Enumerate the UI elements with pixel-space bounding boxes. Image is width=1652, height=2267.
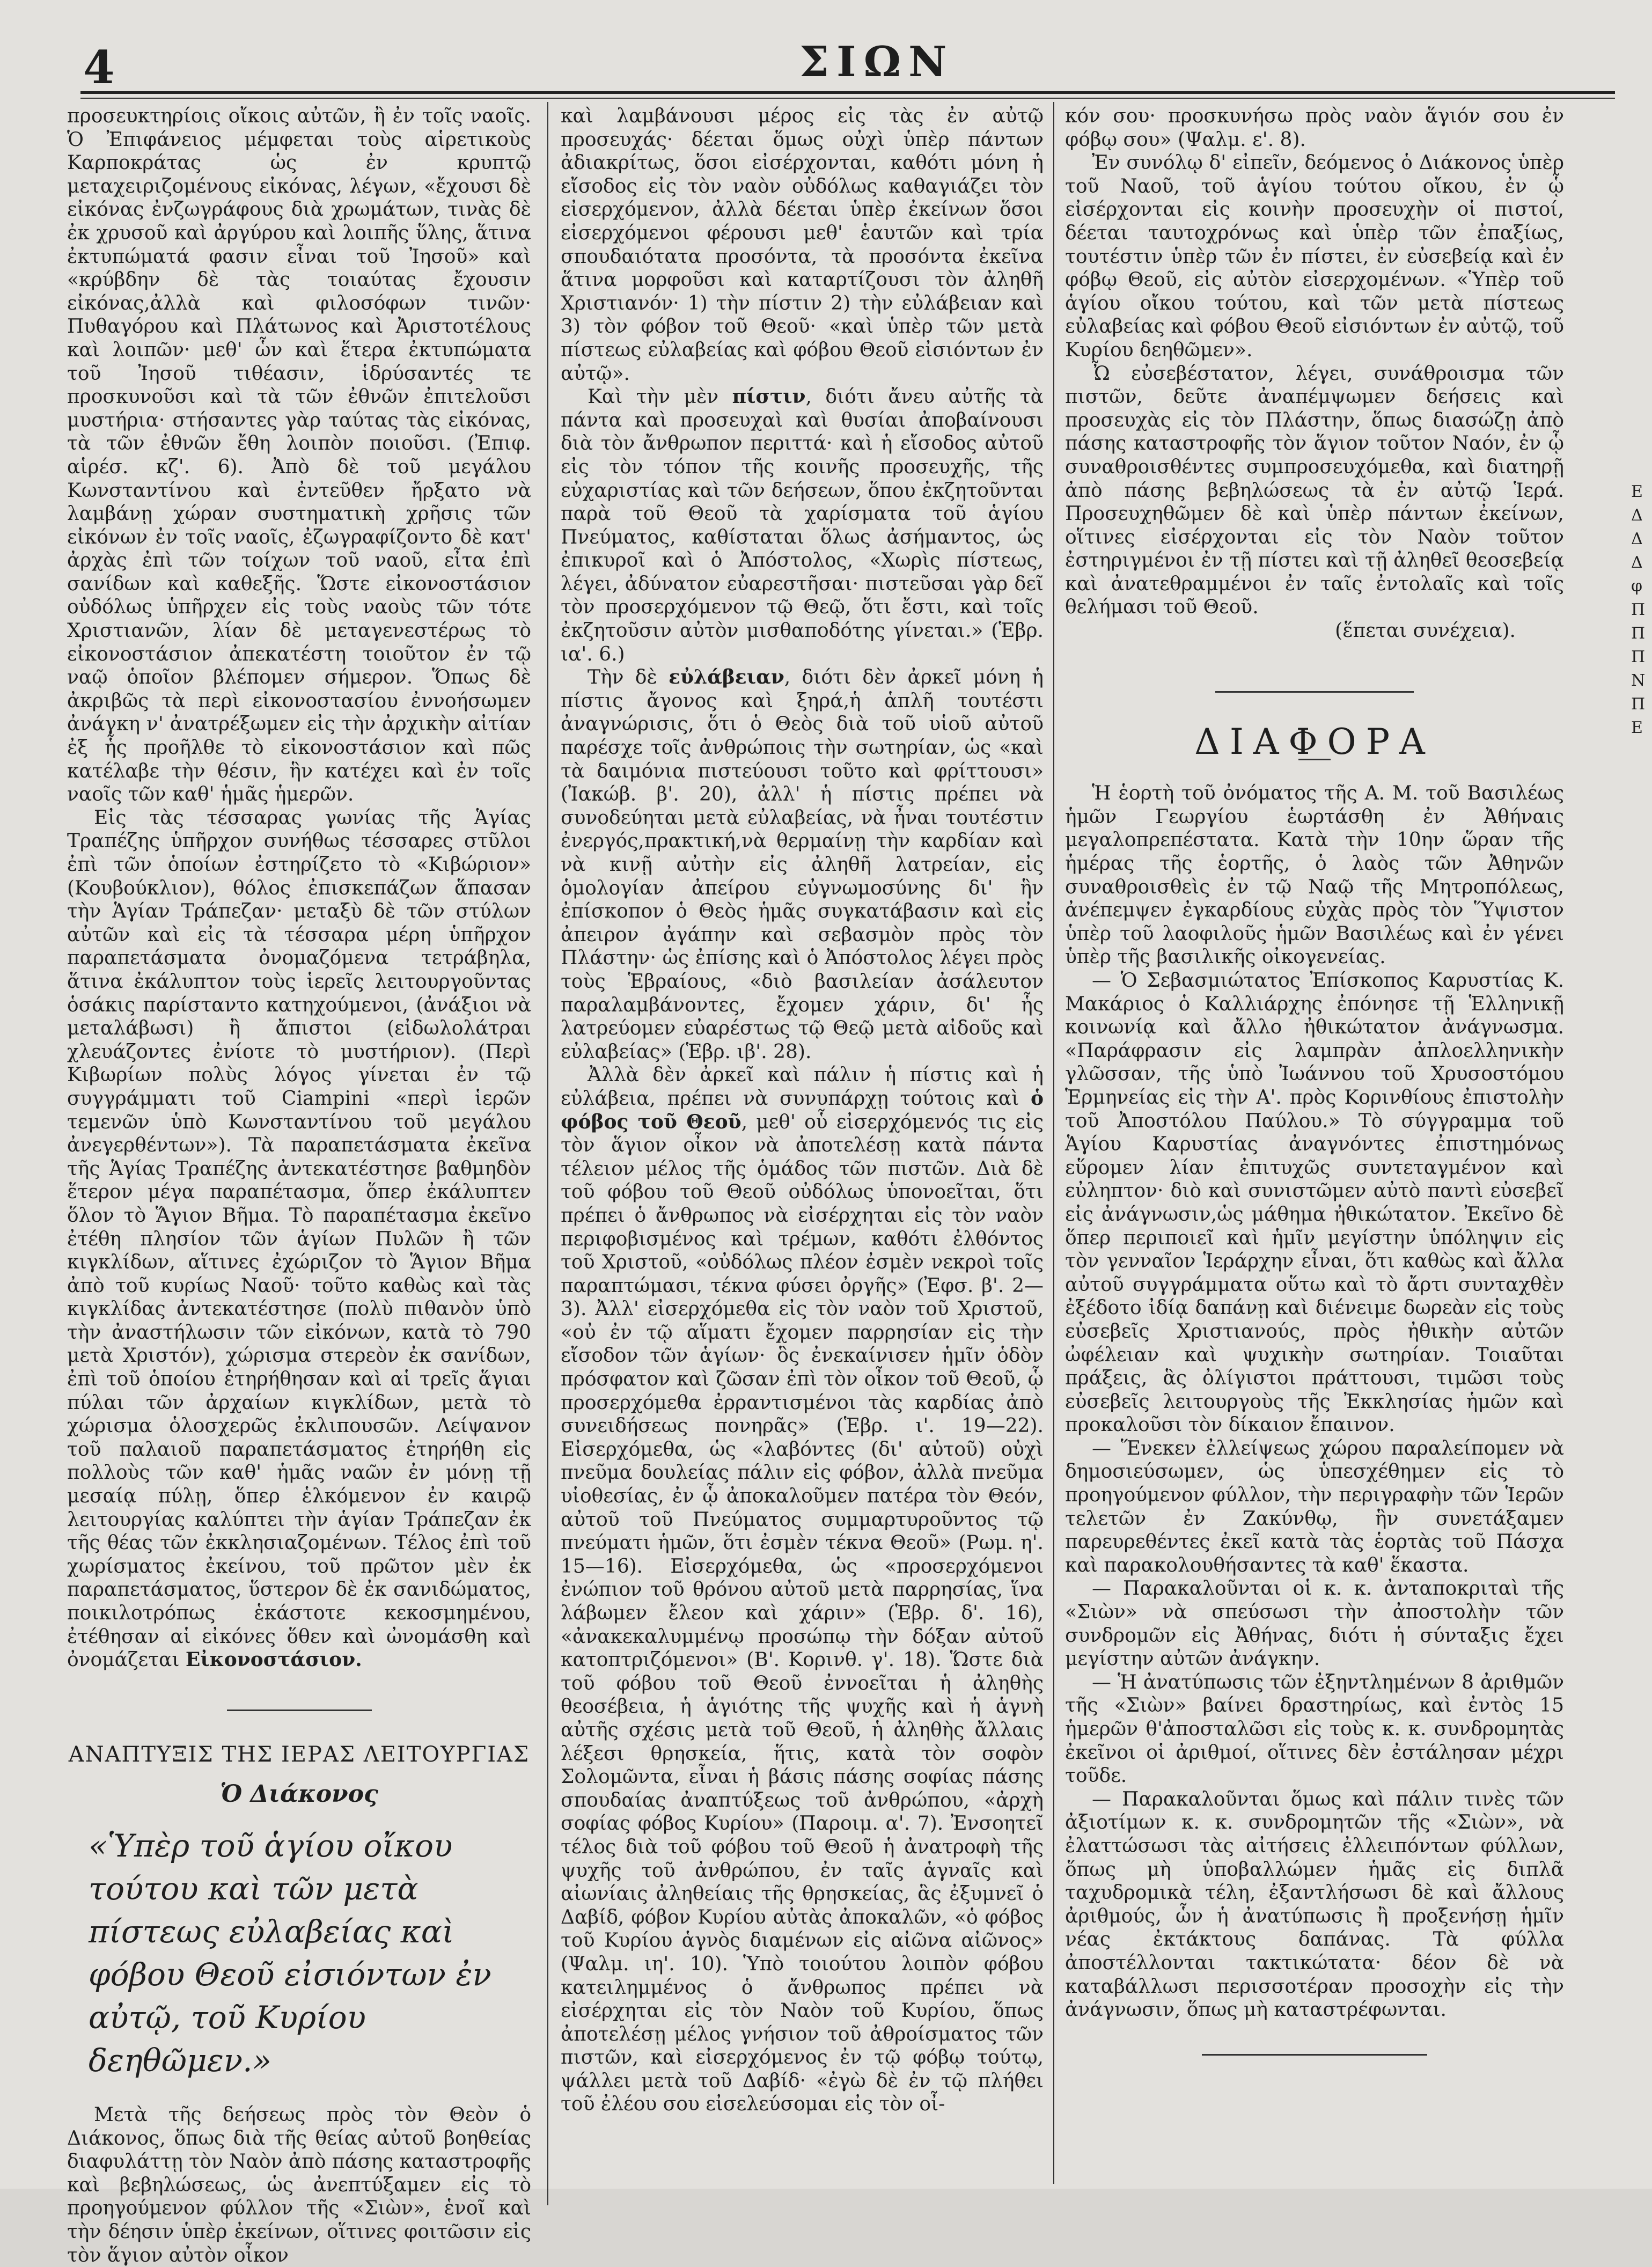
paragraph: κόν σου· προσκυνήσω πρὸς ναὸν ἅγιόν σου ἐν φόβῳ σου» (Ψαλμ. ε'. 8). [1065, 105, 1564, 151]
section-subtitle: Ὁ Διάκονος [220, 1780, 378, 1808]
section-divider [1215, 691, 1414, 693]
emphasis-term: πίστιν [732, 385, 806, 408]
news-item: — Παρακαλοῦνται οἱ κ. κ. ἀνταποκριταὶ τῆς «Σιὼν» νὰ σπεύσωσι τὴν ἀποστολὴν τῶν συνδρομῶν εἰς Ἀθήνας, διότι ἡ σύνταξις ἔχει μεγίστην αὐτῶν ἀνάγκην. [1065, 1578, 1564, 1670]
paragraph-text: , διότι ἄνευ αὐτῆς τὰ πάντα καὶ προσευχαὶ καὶ θυσίαι ἀποβαίνουσι διὰ τὸν ἄνθρωπον περιττά· καὶ ἡ εἴσοδος αὐτοῦ εἰς τὸν τόπον τῆς κοινῆς προσευχῆς, τῆς εὐχαριστίας καὶ τῶν δεήσεων, ὅπου ἐκζητοῦνται παρὰ τοῦ Θεοῦ τὰ χαρίσματα τοῦ ἁγίου Πνεύματος, καθίσταται ὅλως ἀσήμαντος, ὡς ἐπικυροῖ καὶ ὁ Ἀπόστολος, «Χωρὶς πίστεως, λέγει, ἀδύνατον εὐαρεστῆσαι· πιστεῦσαι γὰρ δεῖ τὸν προσερχόμενον τῷ Θεῷ, ὅτι ἔστι, καὶ τοῖς ἐκζητοῦσιν αὐτὸν μισθαποδότης γίνεται.» (Ἑβρ. ια'. 6.) [561, 386, 1044, 665]
edge-letter: E [1631, 482, 1643, 501]
edge-letter: Δ [1631, 530, 1643, 548]
emphasis-term: Εἰκονοστάσιον. [185, 1648, 362, 1671]
paragraph [67, 806, 531, 1672]
paragraph-text: , μεθ' οὗ εἰσερχόμενός τις εἰς τὸν ἅγιον οἶκον νὰ ἀποτελέσῃ κατὰ πάντα τέλειον μέλος τῆς ὁμάδος τῶν πιστῶν. Διὰ δὲ τοῦ φόβου τοῦ Θεοῦ οὐδόλως ὑπονοεῖται, ὅτι πρέπει ὁ ἄνθρωπος νὰ εἰσέρχηται εἰς τὸν ναὸν περιφοβισμένος καὶ τρέμων, καθότι ἐλθόντος τοῦ Χριστοῦ, «οὐδόλως πλέον ἐσμὲν νεκροὶ τοῖς παραπτώμασι, τέκνα φύσει ὀργῆς» (Ἐφσ. β'. 2—3). Ἀλλ' εἰσερχόμεθα εἰς τὸν ναὸν τοῦ Χριστοῦ, «οὐ ἐν τῷ αἵματι ἔχομεν παρρησίαν εἰς τὴν εἴσοδον τῶν ἁγίων· ὃς ἐνεκαίνισεν ἡμῖν ὁδὸν πρόσφατον καὶ ζῶσαν ἐπὶ τὸν οἶκον τοῦ Θεοῦ, ᾧ προσερχόμεθα ἐρραντισμένοι τὰς καρδίας ἀπὸ συνειδήσεως πονηρᾶς» (Ἑβρ. ι'. 19—22). Εἰσερχόμεθα, ὡς «λαβόντες (δι' αὐτοῦ) οὐχὶ πνεῦμα δουλείας πάλιν εἰς φόβον, ἀλλὰ πνεῦμα υἱοθεσίας, ἐν ᾧ ἀποκαλοῦμεν πατέρα τὸν Θεόν, αὐτοῦ τοῦ Πνεύματος συμμαρτυροῦντος τῷ πνεύματι ἡμῶν, ὅτι ἐσμὲν τέκνα Θεοῦ» (Ρωμ. η'. 15—16). Εἰσερχόμεθα, ὡς «προσερχόμενοι ἐνώπιον τοῦ θρόνου αὐτοῦ μετὰ παρρησίας, ἵνα λάβωμεν ἔλεον καὶ χάριν» (Ἑβρ. δ'. 16), «ἀνακεκαλυμμένῳ προσώπῳ τὴν δόξαν αὐτοῦ κατοπτριζόμενοι» (Β'. Κορινθ. γ'. 18). Ὥστε διὰ τοῦ φόβου τοῦ Θεοῦ ἐννοεῖται ἡ ἀληθὴς θεοσέβεια, ἡ ἁγιότης τῆς ψυχῆς καὶ ἡ ἁγνὴ αὐτῆς σχέσις μετὰ τοῦ Θεοῦ, ἡ ἀληθὴς ἄλλαις λέξεσι θρησκεία, ἥτις, κατὰ τὸν σοφὸν Σολομῶντα, εἶναι ἡ βάσις πάσης σοφίας πάσης σπουδαίας ἀναπτύξεως τοῦ ἀνθρώπου, «ἀρχὴ σοφίας φόβος Κυρίου» (Παροιμ. α'. 7). Ἐνσοητεῖ τέλος διὰ τοῦ φόβου τοῦ Θεοῦ ἡ ἀνατροφὴ τῆς ψυχῆς τοῦ ἀνθρώπου, ἐν ταῖς ἁγναῖς καὶ αἰωνίαις ἀληθείαις τῆς θρησκείας, ἃς ἐξυμνεῖ ὁ Δαβίδ, φόβον Κυρίου αὐτὰς ἀποκαλῶν, «ὁ φόβος τοῦ Κυρίου ἁγνὸς διαμένων εἰς αἰῶνα αἰῶνος» (Ψαλμ. ιη'. 10). Ὑπὸ τοιούτου λοιπὸν φόβου κατειλημμένος ὁ ἄνθρωπος πρέπει νὰ εἰσέρχηται εἰς τὸν Ναὸν τοῦ Κυρίου, ὅπως ἀποτελέσῃ μέλος γνήσιον τοῦ ἀθροίσματος τῶν πιστῶν, καὶ εἰσερχόμενος ἐν τῷ φόβῳ τούτῳ, ψάλλει μετὰ τοῦ Δαβίδ· «ἐγὼ δὲ ἐν τῷ πλήθει τοῦ ἐλέου σου εἰσελεύσομαι εἰς τὸν οἶ- [561, 1111, 1044, 2116]
news-item: — Ἕνεκεν ἐλλείψεως χώρου παραλείπομεν νὰ δημοσιεύσωμεν, ὡς ὑπεσχέθημεν εἰς τὸ προηγούμενον φύλλον, τὴν περιγραφὴν τῶν Ἱερῶν τελετῶν ἐν Ζακύνθῳ, ἣν συνετάξαμεν παρευρεθέντες ἐκεῖ κατὰ τὰς ἑορτὰς τοῦ Πάσχα καὶ παρακολουθήσαντες τὰ καθ' ἕκαστα. [1065, 1437, 1564, 1576]
paragraph [561, 385, 1044, 666]
end-ornament [1202, 2054, 1427, 2056]
paragraph [561, 1063, 1044, 2116]
edge-letter: Ε [1631, 718, 1643, 737]
edge-letter: Π [1631, 648, 1646, 666]
paragraph-text: Ἀλλὰ δὲν ἀρκεῖ καὶ πάλιν ἡ πίστις καὶ ἡ εὐλάβεια, πρέπει νὰ συνυπάρχῃ τούτοις καὶ [561, 1064, 1044, 1110]
liturgy-quote: «Ὑπὲρ τοῦ ἁγίου οἴκου τούτου καὶ τῶν μετὰ πίστεως εὐλαβείας καὶ φόβου Θεοῦ εἰσιόντων ἐν αὐτῷ, τοῦ Κυρίου δεηθῶμεν.» [89, 1827, 491, 2079]
news-item: — Ὁ Σεβασμιώτατος Ἐπίσκοπος Καρυστίας Κ. Μακάριος ὁ Καλλιάρχης ἐπόνησε τῇ Ἑλληνικῇ κοινωνίᾳ καὶ ἄλλο ἠθικώτατον ἀνάγνωσμα. «Παράφρασιν εἰς λαμπρὰν ἀπλοελληνικὴν γλῶσσαν, τῆς ὑπὸ Ἰωάννου τοῦ Χρυσοστόμου Ἑρμηνείας εἰς τὴν Α'. πρὸς Κορινθίους ἐπιστολὴν τοῦ Ἀποστόλου Παύλου.» Τὸ σύγγραμμα τοῦ Ἁγίου Καρυστίας ἀναγνόντες ἐπιστημόνως εὕρομεν λίαν ἐπιτυχῶς συντεταγμένον καὶ εὐληπτον· διὸ καὶ συνιστῶμεν αὐτὸ παντὶ εὐσεβεῖ εἰς ἀνάγνωσιν,ὡς μάθημα ἠθικώτατον. Ἐκεῖνο δὲ ὅπερ περιποιεῖ καὶ ἡμῖν μεγίστην ὑπόληψιν εἰς τὸν γενναῖον Ἱεράρχην εἶναι, ὅτι καθὼς καὶ ἄλλα αὐτοῦ συγγράμματα οὕτω καὶ τὸ ἄρτι συνταχθὲν ἐξέδοτο ἰδίᾳ δαπάνῃ καὶ διένειμε δωρεὰν εἰς τοὺς εὐσεβεῖς Χριστιανούς, πρὸς ἠθικὴν αὐτῶν ὠφέλειαν καὶ ψυχικὴν σωτηρίαν. Τοιαῦται πράξεις, ἃς ὀλίγιστοι πράττουσι, τιμῶσι τοὺς εὐσεβεῖς λειτουργοὺς τῆς Ἐκκλησίας ἡμῶν καὶ προκαλοῦσι τὸν δίκαιον ἔπαινον. [1065, 970, 1564, 1436]
page-number: 4 [83, 41, 115, 94]
edge-letter: Ν [1631, 671, 1646, 690]
column-divider-2 [1053, 102, 1054, 2184]
emphasis-term: ὁ φόβος τοῦ Θεοῦ [561, 1087, 1044, 1133]
edge-letter: Π [1631, 624, 1646, 643]
column-right [1065, 105, 1564, 2056]
section-title-diafora: ΔΙΑΦΟΡΑ [1194, 721, 1435, 762]
paragraph: Ἐν συνόλῳ δ' εἰπεῖν, δεόμενος ὁ Διάκονος ὑπὲρ τοῦ Ναοῦ, τοῦ ἁγίου τούτου οἴκου, ἐν ᾧ εἰσέρχονται εἰς κοινὴν προσευχὴν οἱ πιστοί, δέεται ταυτοχρόνως καὶ ὑπὲρ τῶν ἐπαξίως, τουτέστιν ὑπὲρ τῶν ἐν πίστει, ἐν εὐσεβείᾳ καὶ ἐν φόβῳ Θεοῦ, εἰς αὐτὸν εἰσερχομένων. «Ὑπὲρ τοῦ ἁγίου οἴκου τούτου, καὶ τῶν μετὰ πίστεως εὐλαβείας καὶ φόβου Θεοῦ εἰσιόντων ἐν αὐτῷ, τοῦ Κυρίου δεηθῶμεν». [1065, 152, 1564, 361]
header-rule [80, 91, 1615, 94]
paragraph-text: Εἰς τὰς τέσσαρας γωνίας τῆς Ἁγίας Τραπέζης ὑπῆρχον συνήθως τέσσαρες στῦλοι ἐπὶ τῶν ὁποίων ἐστηρίζετο τὸ «Κιβώριον» (Κουβούκλιον), θόλος ἐπισκεπάζων ἅπασαν τὴν Ἁγίαν Τράπεζαν· μεταξὺ δὲ τῶν στύλων αὐτῶν καὶ εἰς τὰ τέσσαρα μέρη ὑπῆρχον παραπετάσματα ὀνομαζόμενα τετράβηλα, ἅτινα ἐκάλυπτον τοὺς ἱερεῖς λειτουργοῦντας ὁσάκις παρίσταντο κατηχούμενοι, (ἀνάξιοι νὰ μεταλάβωσι) ἢ ἄπιστοι (εἰδωλολάτραι χλευάζοντες ἐνίοτε τὸ μυστήριον). (Περὶ Κιβωρίων πολὺς λόγος γίνεται ἐν τῷ συγγράμματι τοῦ Ciampini «περὶ ἱερῶν τεμενῶν ὑπὸ Κωνσταντίνου τοῦ μεγάλου ἀνεγερθέντων»). Τὰ παραπετάσματα ἐκεῖνα τῆς Ἁγίας Τραπέζης ἀντεκατέστησε βαθμηδὸν ἕτερον μέγα παραπέτασμα, ὅπερ ἐκάλυπτεν ὅλον τὸ Ἅγιον Βῆμα. Τὸ παραπέτασμα ἐκεῖνο ἐτέθη πλησίον τῶν ἁγίων Πυλῶν ἢ τῶν κιγκλίδων, αἵτινες ἐχώριζον τὸ Ἅγιον Βῆμα ἀπὸ τοῦ κυρίως Ναοῦ· τοῦτο καθὼς καὶ τὰς κιγκλίδας ἀντεκατέστησε (πολὺ πιθανὸν ὑπὸ τὴν ἀναστήλωσιν τῶν εἰκόνων, κατὰ τὸ 790 μετὰ Χριστόν), χώρισμα στερεὸν ἐκ σανίδων, ἐπὶ τοῦ ὁποίου ἐτηρήθησαν καὶ αἱ τρεῖς ἅγιαι πύλαι τῶν ἀρχαίων κιγκλίδων, μετὰ τὸ χώρισμα ὁλοσχερῶς ἐκλιπουσῶν. Λείψανον τοῦ παλαιοῦ παραπετάσματος ἐτηρήθη εἰς πολλοὺς τῶν καθ' ἡμᾶς ναῶν ἐν μόνῃ τῇ μεσαίᾳ πύλῃ, ὅπερ ἑλκόμενον ἐν καιρῷ λειτουργίας καλύπτει τὴν ἁγίαν Τράπεζαν ἐκ τῆς θέας τῶν ἐκκλησιαζομένων. Τέλος ἐπὶ τοῦ χωρίσματος ἐκείνου, τοῦ πρῶτον μὲν ἐκ παραπετάσματος, ὕστερον δὲ ἐκ σανιδώματος, ποικιλοτρόπως ἑκάστοτε κεκοσμημένου, ἐτέθησαν αἱ εἰκόνες ὅθεν καὶ ὠνομάσθη καὶ ὀνομάζεται [67, 806, 531, 1671]
news-item: Ἡ ἑορτὴ τοῦ ὀνόματος τῆς Α. Μ. τοῦ Βασιλέως ἡμῶν Γεωργίου ἑωρτάσθη ἐν Ἀθήναις μεγαλοπρεπέστατα. Κατὰ τὴν 10ην ὥραν τῆς ἡμέρας τῆς ἑορτῆς, ὁ λαὸς τῶν Ἀθηνῶν συναθροισθεὶς ἐν τῷ Ναῷ τῆς Μητροπόλεως, ἀνέπεμψεν ἐγκαρδίους εὐχὰς πρὸς τὸν Ὕψιστον ὑπὲρ τοῦ λαοφιλοῦς ἡμῶν Βασιλέως καὶ ἐν γένει ὑπὲρ τῆς βασιλικῆς οἰκογενείας. [1065, 782, 1564, 969]
emphasis-term: εὐλάβειαν [669, 666, 784, 689]
edge-letter: Δ [1631, 553, 1643, 572]
column-middle [561, 105, 1044, 2116]
news-item: — Παρακαλοῦνται ὅμως καὶ πάλιν τινὲς τῶν ἀξιοτίμων κ. κ. συνδρομητῶν τῆς «Σιὼν», νὰ ἐλαττώσωσι τὰς αἰτήσεις ἐλλειπόντων φύλλων, ὅπως μὴ ὑποβαλλώμεν ἡμᾶς εἰς διπλᾶ ταχυδρομικὰ τέλη, ἐξαντλήσωσι δὲ καὶ ἄλλους ἀριθμούς, ὧν ἡ ἀνατύπωσις ἢ προξενήσῃ ἡμῖν νέας ἐκτάκτους δαπάνας. Τὰ φύλλα ἀποστέλλονται τακτικώτατα· δέον δὲ νὰ καταβάλλωσι περισσοτέραν προσοχὴν εἰς τὴν ἀνάγνωσιν, ὅπως μὴ καταστρέφωνται. [1065, 1788, 1564, 2021]
paragraph: προσευκτηρίοις οἴκοις αὐτῶν, ἢ ἐν τοῖς ναοῖς. Ὁ Ἐπιφάνειος μέμφεται τοὺς αἱρετικοὺς Καρποκράτας ὡς ἐν κρυπτῷ μεταχειριζομένους εἰκόνας, λέγων, «ἔχουσι δὲ εἰκόνας ἐνζωγράφους διὰ χρωμάτων, τινὰς δὲ ἐκ χρυσοῦ καὶ ἀργύρου καὶ λοιπῆς ὕλης, ἅτινα ἐκτυπώματά φασιν εἶναι τοῦ Ἰησοῦ» καὶ «κρύβδην δὲ τὰς τοιαύτας ἔχουσιν εἰκόνας,ἀλλὰ καὶ φιλοσόφων τινῶν· Πυθαγόρου καὶ Πλάτωνος καὶ Ἀριστοτέλους καὶ λοιπῶν· μεθ' ὧν καὶ ἕτερα ἐκτυπώματα τοῦ Ἰησοῦ τιθέασιν, ἱδρύσαντές τε προσκυνοῦσι καὶ τὰ τῶν ἐθνῶν ἐπιτελοῦσι μυστήρια· στήσαντες γὰρ ταύτας τὰς εἰκόνας, τὰ τῶν ἐθνῶν ἔθη λοιπὸν ποιοῦσι. (Ἐπιφ. αἱρέσ. κζ'. 6). Ἀπὸ δὲ τοῦ μεγάλου Κωνσταντίνου καὶ ἐντεῦθεν ἤρξατο νὰ λαμβάνῃ χώραν συστηματικὴ χρῆσις τῶν εἰκόνων ἐν τοῖς ναοῖς, ἐζωγραφίζοντο δὲ κατ' ἀρχὰς ἐπὶ τῶν τοίχων τοῦ ναοῦ, εἶτα ἐπὶ σανίδων καὶ καθεξῆς. Ὥστε εἰκονοστάσιον οὐδόλως ὑπῆρχεν εἰς τοὺς ναοὺς τῶν τότε Χριστιανῶν, λίαν δὲ μεταγενεστέρως τὸ εἰκονοστάσιον ἀπεκατέστη τοιοῦτον ἐν τῷ ναῷ ὁποῖον βλέπομεν σήμερον. Ὅπως δὲ ἀκριβῶς τὰ περὶ εἰκονοστασίου ἐννοήσωμεν ἀνάγκη ν' ἀνατρέξωμεν εἰς τὴν ἀρχικὴν αἰτίαν ἐξ ἧς προῆλθε τὸ εἰκονοστάσιον καὶ πῶς κατέλαβε τὴν θέσιν, ἣν κατέχει καὶ ἐν τοῖς ναοῖς τῶν καθ' ἡμᾶς ἡμερῶν. [67, 105, 531, 806]
header-rule-thin [80, 98, 1615, 99]
adjacent-page-edge [1631, 483, 1652, 743]
page-header [59, 21, 1652, 102]
paragraph [561, 666, 1044, 1063]
paragraph: Μετὰ τῆς δεήσεως πρὸς τὸν Θεὸν ὁ Διάκονος, ὅπως διὰ τῆς θείας αὐτοῦ βοηθείας διαφυλάττῃ τὸν Ναὸν ἀπὸ πάσης καταστροφῆς καὶ βεβηλώσεως, ὡς ἀνεπτύξαμεν εἰς τὸ προηγούμενον φύλλον τῆς «Σιὼν», ἑνοῖ καὶ τὴν δέησιν ὑπὲρ ἐκείνων, οἵτινες φοιτῶσιν εἰς τὸν ἅγιον αὐτὸν οἶκον [67, 2103, 532, 2266]
paragraph-text: , διότι δὲν ἀρκεῖ μόνη ἡ πίστις ἄγονος καὶ ξηρά,ἡ ἁπλῆ τουτέστι ἀναγνώρισις, ὅτι ὁ Θεὸς διὰ τοῦ υἱοῦ αὐτοῦ παρέσχε τοῖς ἀνθρώποις τὴν σωτηρίαν, ὡς «καὶ τὰ δαιμόνια πιστεύουσι τοῦτο καὶ φρίττουσι» (Ἰακώβ. β'. 20), ἀλλ' ἡ πίστις πρέπει νὰ συνοδεύηται μετὰ εὐλαβείας, νὰ ἦναι τουτέστιν ἐνεργός,πρακτική,νὰ θερμαίνῃ τὴν καρδίαν καὶ νὰ κινῇ αὐτὴν εἰς ἀληθῆ λατρείαν, εἰς ὁμολογίαν ἀπείρου εὐγνωμοσύνης δι' ἣν ἐπίσκοπον ὁ Θεὸς ἡμᾶς συγκατάβασιν καὶ εἰς ἀπειρον ἀγάπην καὶ σεβασμὸν πρὸς τὸν Πλάστην· ὡς ἐπίσης καὶ ὁ Ἀπόστολος λέγει πρὸς τοὺς Ἑβραίους, «διὸ βασιλείαν ἀσάλευτον παραλαμβάνοντες, ἔχομεν χάριν, δι' ἧς λατρεύομεν εὐαρέστως τῷ Θεῷ μετὰ αἰδοῦς καὶ εὐλαβείας» (Ἑβρ. ιβ'. 28). [561, 666, 1044, 1063]
paragraph-text: Καὶ τὴν μὲν [588, 386, 719, 408]
news-item: — Ἡ ἀνατύπωσις τῶν ἐξηντλημένων 8 ἀριθμῶν τῆς «Σιὼν» βαίνει δραστηρίως, καὶ ἐντὸς 15 ἡμερῶν θ'ἀποσταλῶσι εἰς τοὺς κ. κ. συνδρομητὰς ἐκεῖνοι οἱ ἀριθμοί, οἵτινες δὲν ἐστάλησαν μέχρι τοῦδε. [1065, 1671, 1564, 1787]
edge-letter: φ [1631, 577, 1643, 596]
edge-letter: Δ [1631, 506, 1643, 525]
continued-note: (ἕπεται συνέχεια). [1335, 620, 1516, 642]
masthead-title: ΣΙΩΝ [799, 38, 955, 86]
column-left [67, 105, 531, 2267]
section-divider [227, 1710, 372, 1711]
edge-letter: Π [1631, 695, 1646, 714]
column-divider-1 [547, 102, 548, 2205]
paragraph: Ὦ εὐσεβέστατον, λέγει, συνάθροισμα τῶν πιστῶν, δεῦτε ἀναπέμψωμεν δεήσεις καὶ προσευχὰς εἰς τὸν Πλάστην, ὅπως διασώζῃ ἀπὸ πάσης καταστροφῆς τὸν ἅγιον τοῦτον Ναόν, ἐν ᾧ συναθροισθέντες συμπροσευχόμεθα, καὶ διατηρῇ ἀπὸ πάσης βεβηλώσεως τὰ ἐν αὐτῷ Ἱερά. Προσευχηθῶμεν δὲ καὶ ὑπὲρ πάντων ἐκείνων, οἵτινες εἰσέρχονται εἰς τὸν Ναὸν τοῦτον ἐστηριγμένοι ἐν τῇ πίστει καὶ τῇ ἀληθεῖ θεοσεβείᾳ καὶ ἀνατεθραμμένοι ἐν ταῖς ἐντολαῖς καὶ τοῖς θελήμασι τοῦ Θεοῦ. [1065, 362, 1564, 619]
section-title: ΑΝΑΠΤΥΞΙΣ ΤΗΣ ΙΕΡΑΣ ΛΕΙΤΟΥΡΓΙΑΣ [68, 1742, 530, 1767]
paragraph: καὶ λαμβάνουσι μέρος εἰς τὰς ἐν αὐτῷ προσευχάς· δέεται ὅμως οὐχὶ ὑπὲρ πάντων ἀδιακρίτως, ὅσοι εἰσέρχονται, καθότι μόνη ἡ εἴσοδος εἰς τὸν ναὸν οὐδόλως καθαγιάζει τὸν εἰσερχόμενον, ἀλλὰ δέεται ὑπὲρ ἐκείνων ὅσοι εἰσερχόμενοι φέρουσι μεθ' ἑαυτῶν καὶ τρία σπουδαιότατα προσόντα, τὰ προσόντα ἐκεῖνα ἅτινα μορφοῦσι καὶ καταρτίζουσι τὸν ἀληθῆ Χριστιανόν· 1) τὴν πίστιν 2) τὴν εὐλάβειαν καὶ 3) τὸν φόβον τοῦ Θεοῦ· «καὶ ὑπὲρ τῶν μετὰ πίστεως εὐλαβείας καὶ φόβου Θεοῦ εἰσιόντων ἐν αὐτῷ». [561, 105, 1044, 385]
paragraph-text: Τὴν δὲ [588, 666, 657, 689]
edge-letter: Π [1631, 600, 1646, 619]
